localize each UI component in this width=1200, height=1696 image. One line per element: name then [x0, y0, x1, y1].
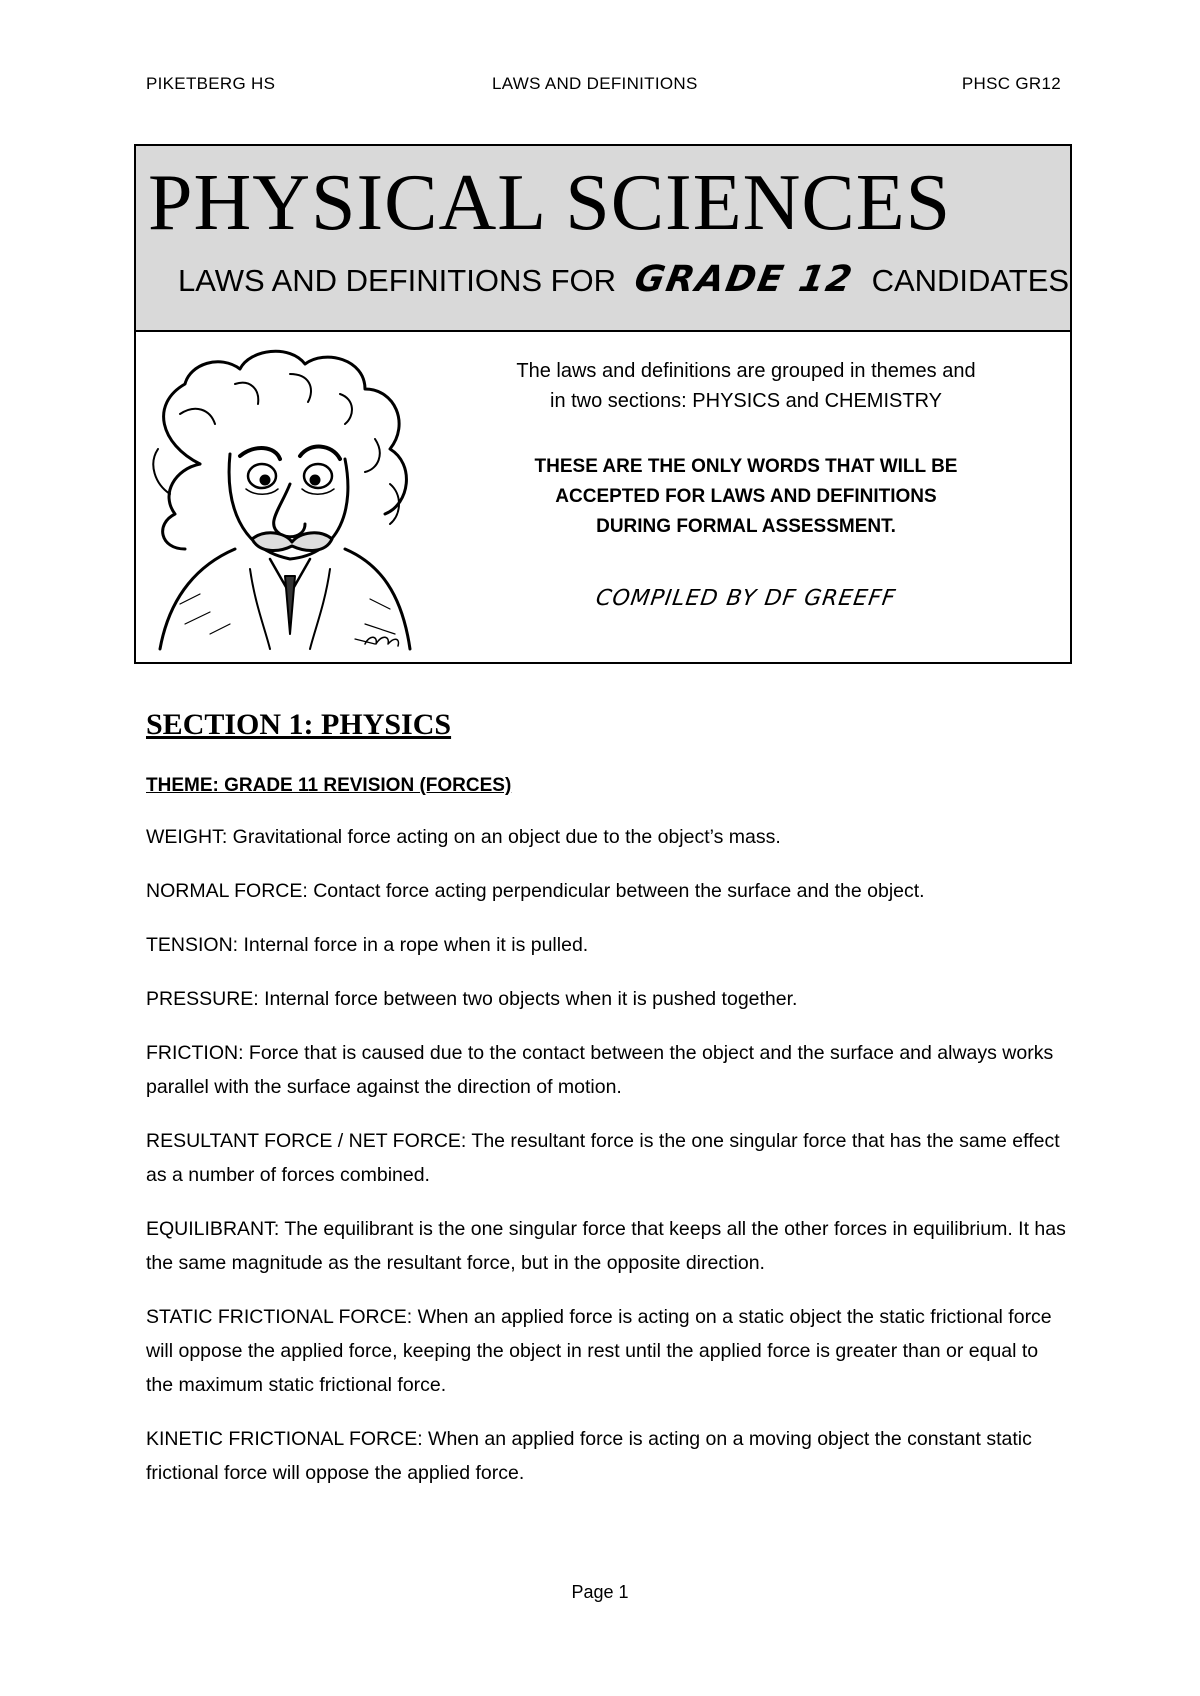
definition-text: The equilibrant is the one singular force that keeps all the other forces in equilibrium. It has the same magnitude as the resultant force, but in the opposite direction. [146, 1218, 1066, 1274]
info-line-1: The laws and definitions are grouped in themes and [516, 360, 976, 382]
definition-friction [146, 1036, 1066, 1104]
definition-resultant-force [146, 1124, 1066, 1192]
definition-term: STATIC FRICTIONAL FORCE: [146, 1306, 413, 1328]
definition-term: KINETIC FRICTIONAL FORCE: [146, 1428, 423, 1450]
subtitle-grade: GRADE 12 [631, 259, 857, 300]
definition-normal-force [146, 874, 1066, 908]
definition-weight [146, 820, 1066, 854]
subtitle-before: LAWS AND DEFINITIONS FOR [178, 263, 617, 298]
definition-text: Internal force between two objects when it is pushed together. [258, 988, 798, 1010]
section-title: SECTION 1: PHYSICS [146, 708, 452, 741]
definition-static-frictional-force [146, 1300, 1066, 1402]
definition-text: Internal force in a rope when it is pulled. [238, 934, 589, 956]
definition-equilibrant [146, 1212, 1066, 1280]
definition-kinetic-frictional-force [146, 1422, 1066, 1490]
main-title: PHYSICAL SCIENCES [148, 159, 952, 247]
definition-text: The resultant force is the one singular force that has the same effect as a number of forces combined. [146, 1130, 1060, 1186]
title-box [134, 144, 1072, 664]
header-document-title: LAWS AND DEFINITIONS [492, 74, 698, 93]
info-line-2: in two sections: PHYSICS and CHEMISTRY [550, 390, 942, 412]
definition-term: NORMAL FORCE: [146, 880, 308, 902]
page-number: Page 1 [571, 1582, 629, 1602]
definition-term: EQUILIBRANT: [146, 1218, 280, 1240]
definition-term: WEIGHT: [146, 826, 228, 848]
definition-term: TENSION: [146, 934, 239, 956]
definition-pressure [146, 982, 1066, 1016]
definition-term: RESULTANT FORCE / NET FORCE: [146, 1130, 467, 1152]
compiled-by: COMPILED BY DF GREEFF [594, 586, 898, 611]
definition-tension [146, 928, 1066, 962]
definition-text: When an applied force is acting on a moving object the constant static frictional force will oppose the applied force. [146, 1428, 1032, 1484]
assessment-warning [466, 452, 1026, 542]
definition-text: Force that is caused due to the contact between the object and the surface and always works parallel with the surface against the direction of motion. [146, 1042, 1054, 1098]
definition-term: FRICTION: [146, 1042, 244, 1064]
header-school: PIKETBERG HS [146, 74, 276, 93]
warning-line-3: DURING FORMAL ASSESSMENT. [596, 516, 896, 537]
definition-text: Contact force acting perpendicular between the surface and the object. [307, 880, 925, 902]
definitions-list [146, 820, 1066, 1510]
definition-text: When an applied force is acting on a static object the static frictional force will oppose the applied force, keeping the object in rest until the applied force is greater than or equal to the maximum static frictional force. [146, 1306, 1052, 1396]
definition-text: Gravitational force acting on an object due to the object’s mass. [227, 826, 781, 848]
subtitle-after: CANDIDATES [871, 263, 1070, 298]
warning-line-2: ACCEPTED FOR LAWS AND DEFINITIONS [555, 486, 937, 507]
definition-term: PRESSURE: [146, 988, 259, 1010]
einstein-caricature-icon [140, 344, 430, 654]
warning-line-1: THESE ARE THE ONLY WORDS THAT WILL BE [534, 456, 958, 477]
header-subject-code: PHSC GR12 [961, 74, 1061, 93]
theme-heading: THEME: GRADE 11 REVISION (FORCES) [146, 775, 512, 796]
info-block [466, 356, 1026, 611]
subtitle [178, 259, 1069, 300]
title-band [136, 146, 1070, 332]
